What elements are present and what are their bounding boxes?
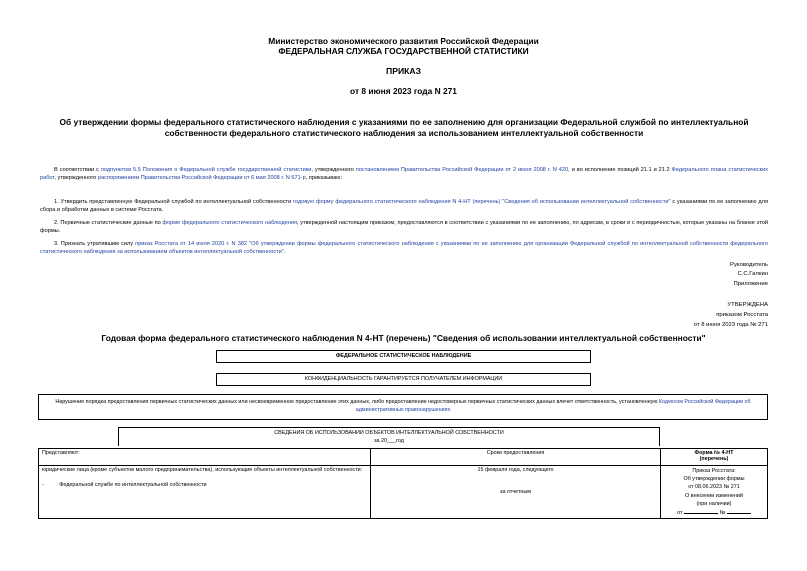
appendix-label: Приложение xyxy=(733,281,768,287)
recipient-item: - Федеральной службе по интеллектуальной собственности xyxy=(42,481,207,488)
info-title: СВЕДЕНИЯ ОБ ИСПОЛЬЗОВАНИИ ОБЪЕКТОВ ИНТЕЛЛЕКТУАЛЬНОЙ СОБСТВЕННОСТИ xyxy=(274,430,504,436)
deadline-period: за отчетным xyxy=(500,489,531,495)
order-item-1: 1. Утвердить представленную Федеральной службой по интеллектуальной собственности годовую форму федерального статистического наблюдения N 4-НТ (перечень) "Сведения об использовании интеллектуальной собственности" с указаниями по ее заполнению для сбора и обработки данных в системе Росстата. xyxy=(40,199,768,214)
deadline-cell xyxy=(371,466,661,519)
header-submitters: Представляют: xyxy=(39,449,371,466)
warning-box: Нарушение порядка предоставления первичных статистических данных или несвоевременное предоставление этих данных, либо предоставление недостоверных первичных статистических данных влечет ответственность, установленную Кодексом Российской Федерации об административных правонарушениях xyxy=(38,394,768,420)
number-blank xyxy=(727,508,751,514)
document-title: Об утверждении формы федерального статистического наблюдения с указаниями по ее заполнению для организации Федеральной службой по интеллектуальной собственности федерального статистического наблюдения за использованием интеллектуальной собственности xyxy=(59,117,749,138)
table-row xyxy=(39,466,768,519)
table-header-row xyxy=(39,449,768,466)
link-administrative-code[interactable]: Кодексом Российской Федерации об административных правонарушениях xyxy=(355,399,751,413)
signatory-name: С.С.Галкин xyxy=(737,271,768,277)
submitters-text: юридические лица (кроме субъектов малого предпринимательства), использующие объекты интеллектуальной собственности: xyxy=(42,467,363,473)
document-date: от 8 июня 2023 года N 271 xyxy=(350,86,457,96)
link-form-4nt[interactable]: годовую форму федерального статистического наблюдения N 4-НТ (перечень) "Сведения об использовании интеллектуальной собственности" xyxy=(293,199,671,205)
form-title: Годовая форма федерального статистического наблюдения N 4-НТ (перечень) "Сведения об использовании интеллектуальной собственности" xyxy=(101,333,706,343)
link-government-decree[interactable]: постановлением Правительства Российской Федерации от 2 июня 2008 г. N 420 xyxy=(355,167,569,173)
deadline-text: 15 февраля года, следующего xyxy=(477,467,554,473)
link-repealed-order[interactable]: приказ Росстата от 14 июля 2020 г. N 382 "Об утверждении формы федерального статистического наблюдения с указаниями по ее заполнению для организации Федеральной службой по интеллектуальной собственности федерального статистического наблюдения за использованием объектов интеллектуальной собственности" xyxy=(40,241,768,256)
submitters-cell xyxy=(39,466,371,519)
order-ref-cell: Приказ Росстата: Об утверждении формы от 08.06.2023 № 271 О внесении изменений (при наличии) от № xyxy=(661,466,768,519)
header-deadlines: Сроки предоставления xyxy=(371,449,661,466)
approved-label: УТВЕРЖДЕНА xyxy=(727,302,768,308)
info-year: за 20___год xyxy=(374,438,404,444)
order-item-2: 2. Первичные статистические данные по форме федерального статистического наблюдения, утвержденной настоящим приказом, предоставляются в соответствии с указаниями по ее заполнению, по адресам, в сроки и с периодичностью, которые указаны на бланке этой формы. xyxy=(40,220,768,235)
order-item-3: 3. Признать утратившим силу приказ Росстата от 14 июля 2020 г. N 382 "Об утверждении формы федерального статистического наблюдения с указаниями по ее заполнению для организации Федеральной службой по интеллектуальной собственности федерального статистического наблюдения за использованием объектов интеллектуальной собственности". xyxy=(40,241,768,256)
approved-by: приказом Росстата xyxy=(716,312,768,318)
info-title-box xyxy=(118,427,660,446)
date-blank xyxy=(684,508,718,514)
confidentiality-box: КОНФИДЕНЦИАЛЬНОСТЬ ГАРАНТИРУЕТСЯ ПОЛУЧАТЕЛЕМ ИНФОРМАЦИИ xyxy=(216,373,591,386)
link-regulation-clause[interactable]: подпунктом 5.5 Положения о Федеральной службе государственной статистики xyxy=(100,167,312,173)
preamble-paragraph: В соответствии с подпунктом 5.5 Положения о Федеральной службе государственной статистики, утвержденного постановлением Правительства Российской Федерации от 2 июня 2008 г. N 420, и во исполнение позиций 21.1 и 21.2 Федерального плана статистических работ, утвержденного распоряжением Правительства Российской Федерации от 6 мая 2008 г. N 671-р, приказываю: xyxy=(40,167,768,182)
federal-observation-box: ФЕДЕРАЛЬНОЕ СТАТИСТИЧЕСКОЕ НАБЛЮДЕНИЕ xyxy=(216,350,591,363)
link-government-order[interactable]: распоряжением Правительства Российской Федерации от 6 мая 2008 г. N 671-р xyxy=(97,175,306,182)
link-statistical-plan[interactable]: Федерального плана статистических работ xyxy=(40,167,768,182)
service-name: ФЕДЕРАЛЬНАЯ СЛУЖБА ГОСУДАРСТВЕННОЙ СТАТИСТИКИ xyxy=(278,46,529,56)
submission-table xyxy=(38,448,768,519)
link-statistical-form[interactable]: форме федерального статистического наблюдения xyxy=(162,220,297,226)
header-form-code: Форма № 4-НТ (перечень) xyxy=(661,449,768,466)
signatory-role: Руководитель xyxy=(730,262,768,268)
document-type: ПРИКАЗ xyxy=(386,66,421,76)
ministry-name: Министерство экономического развития Российской Федерации xyxy=(268,36,539,46)
approved-order-ref: от 8 июня 2023 года № 271 xyxy=(693,322,768,328)
